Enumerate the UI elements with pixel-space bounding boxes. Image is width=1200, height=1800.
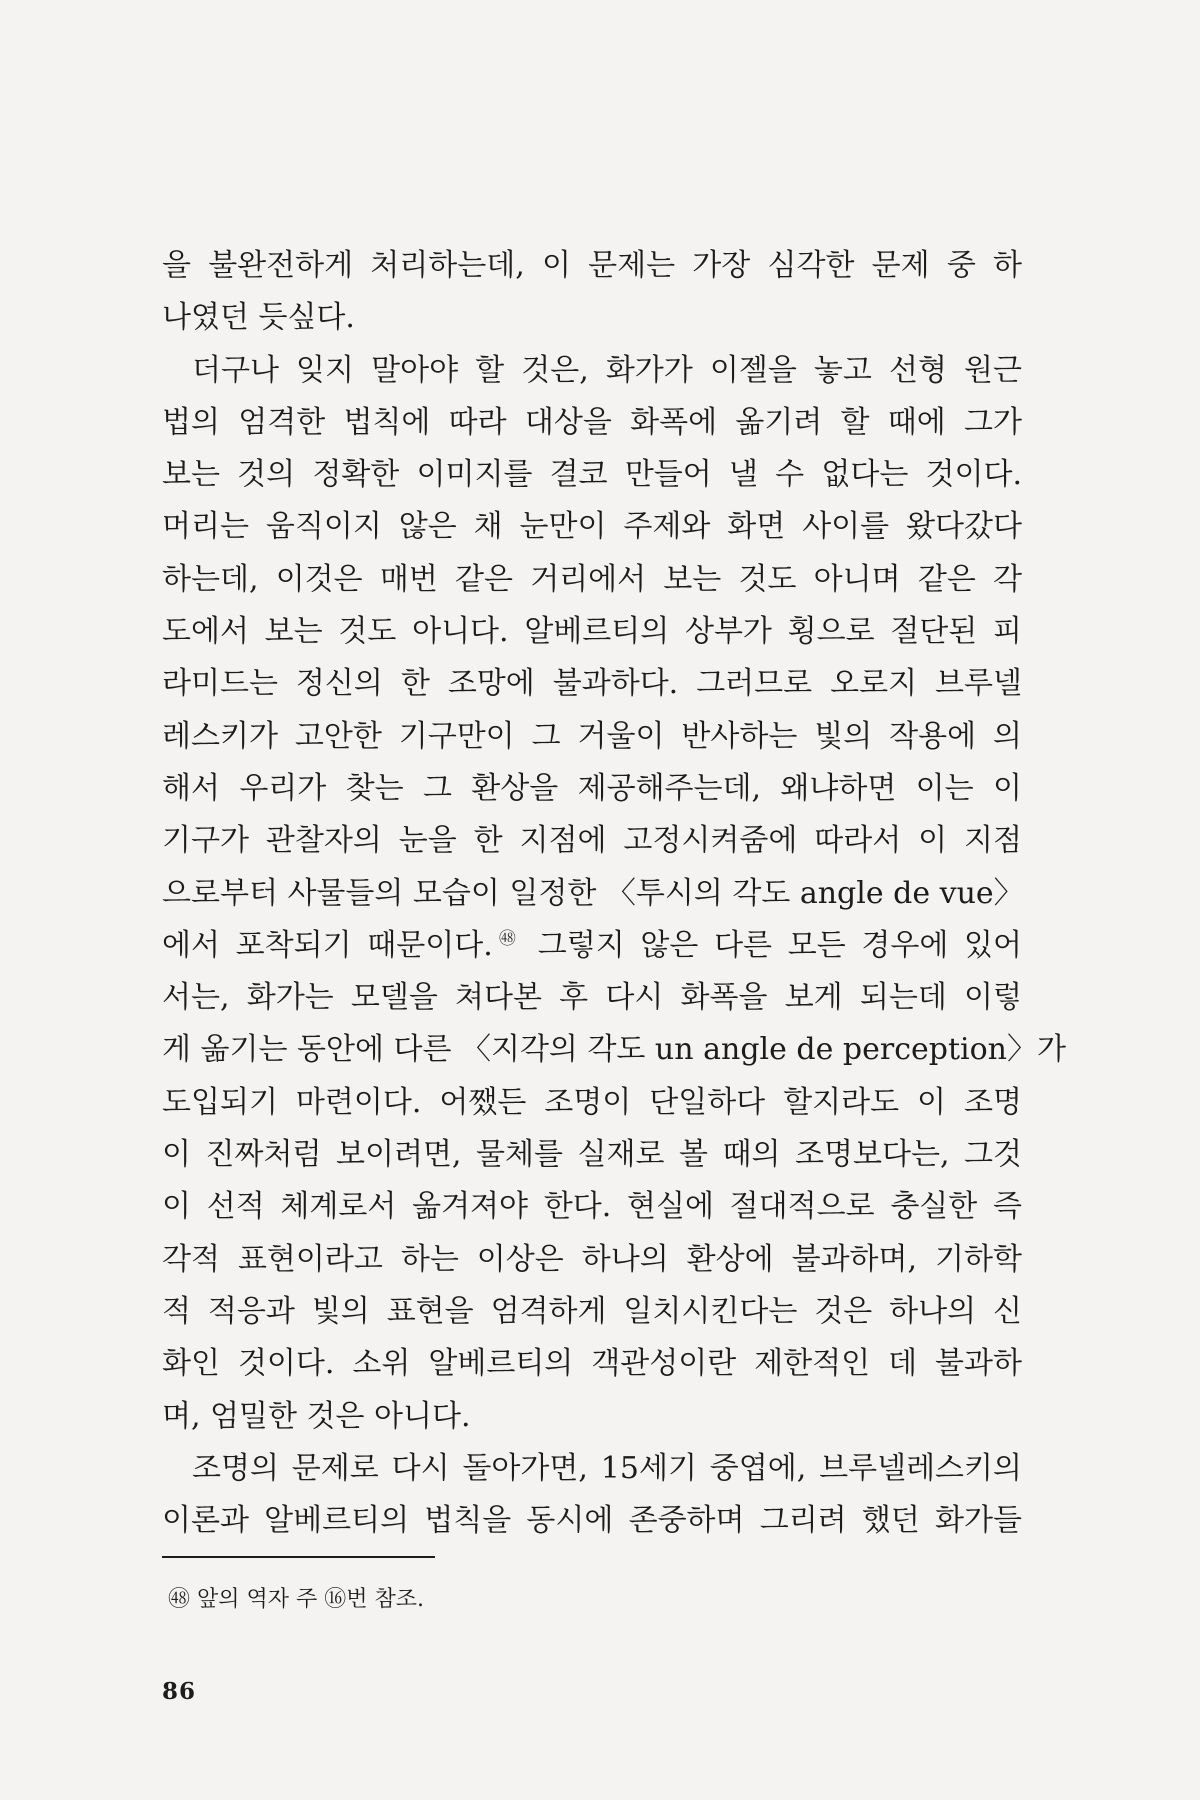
text-line-2: 나였던 듯싶다. — [162, 300, 355, 336]
footnote-reference[interactable]: ㊽ — [492, 928, 523, 949]
text-line-3: 더구나 잊지 말아야 할 것은, 화가가 이젤을 놓고 선형 원근 — [192, 352, 1022, 388]
text-line-18: 이 진짜처럼 보이려면, 물체를 실재로 볼 때의 조명보다는, 그것 — [162, 1137, 1022, 1173]
text-line-1: 을 불완전하게 처리하는데, 이 문제는 가장 심각한 문제 중 하 — [162, 248, 1022, 283]
text-line-25: 이론과 알베르티의 법칙을 동시에 존중하며 그리려 했던 화가들 — [162, 1503, 1022, 1539]
footnote-divider — [162, 1556, 435, 1558]
text-line-20: 각적 표현이라고 하는 이상은 하나의 환상에 불과하며, 기하학 — [162, 1241, 1022, 1277]
text-line-24: 조명의 문제로 다시 돌아가면, 15세기 중엽에, 브루넬레스키의 — [192, 1450, 1022, 1486]
text-line-14 — [162, 920, 1022, 972]
text-line-23: 며, 엄밀한 것은 아니다. — [162, 1398, 471, 1434]
text-line-11: 해서 우리가 찾는 그 환상을 제공해주는데, 왜냐하면 이는 이 — [162, 770, 1022, 806]
footnote-line-before: 에서 포착되기 때문이다. — [162, 927, 493, 963]
text-line-12: 기구가 관찰자의 눈을 한 지점에 고정시켜줌에 따라서 이 지점 — [162, 823, 1022, 859]
text-line-4: 법의 엄격한 법칙에 따라 대상을 화폭에 옮기려 할 때에 그가 — [162, 404, 1022, 440]
text-line-22: 화인 것이다. 소위 알베르티의 객관성이란 제한적인 데 불과하 — [162, 1346, 1022, 1382]
text-line-8: 도에서 보는 것도 아니다. 알베르티의 상부가 횡으로 절단된 피 — [162, 614, 1022, 650]
text-line-17: 도입되기 마련이다. 어쨌든 조명이 단일하다 할지라도 이 조명 — [162, 1084, 1022, 1120]
text-line-9: 라미드는 정신의 한 조망에 불과하다. 그러므로 오로지 브루넬 — [162, 666, 1022, 702]
body-text — [162, 240, 1066, 1547]
text-line-16: 게 옮기는 동안에 다른 〈지각의 각도 un angle de perception〉가 — [162, 1032, 1066, 1068]
text-line-5: 보는 것의 정확한 이미지를 결코 만들어 낼 수 없다는 것이다. — [162, 457, 1022, 493]
text-line-21: 적 적응과 빛의 표현을 엄격하게 일치시킨다는 것은 하나의 신 — [162, 1293, 1022, 1329]
text-line-6: 머리는 움직이지 않은 채 눈만이 주제와 화면 사이를 왔다갔다 — [162, 509, 1022, 545]
text-line-15: 서는, 화가는 모델을 쳐다본 후 다시 화폭을 보게 되는데 이렇 — [162, 980, 1022, 1016]
text-line-7: 하는데, 이것은 매번 같은 거리에서 보는 것도 아니며 같은 각 — [162, 561, 1022, 597]
footnote-line-after: 그렇지 않은 다른 모든 경우에 있어 — [522, 927, 1022, 963]
text-line-10: 레스키가 고안한 기구만이 그 거울이 반사하는 빛의 작용에 의 — [162, 718, 1022, 754]
text-line-13: 으로부터 사물들의 모습이 일정한 〈투시의 각도 angle de vue〉 — [162, 875, 1024, 911]
footnote: ㊽ 앞의 역자 주 ⑯번 참조. — [168, 1587, 424, 1612]
text-line-19: 이 선적 체계로서 옮겨져야 한다. 현실에 절대적으로 충실한 즉 — [162, 1189, 1022, 1225]
page-number: 86 — [162, 1678, 197, 1705]
